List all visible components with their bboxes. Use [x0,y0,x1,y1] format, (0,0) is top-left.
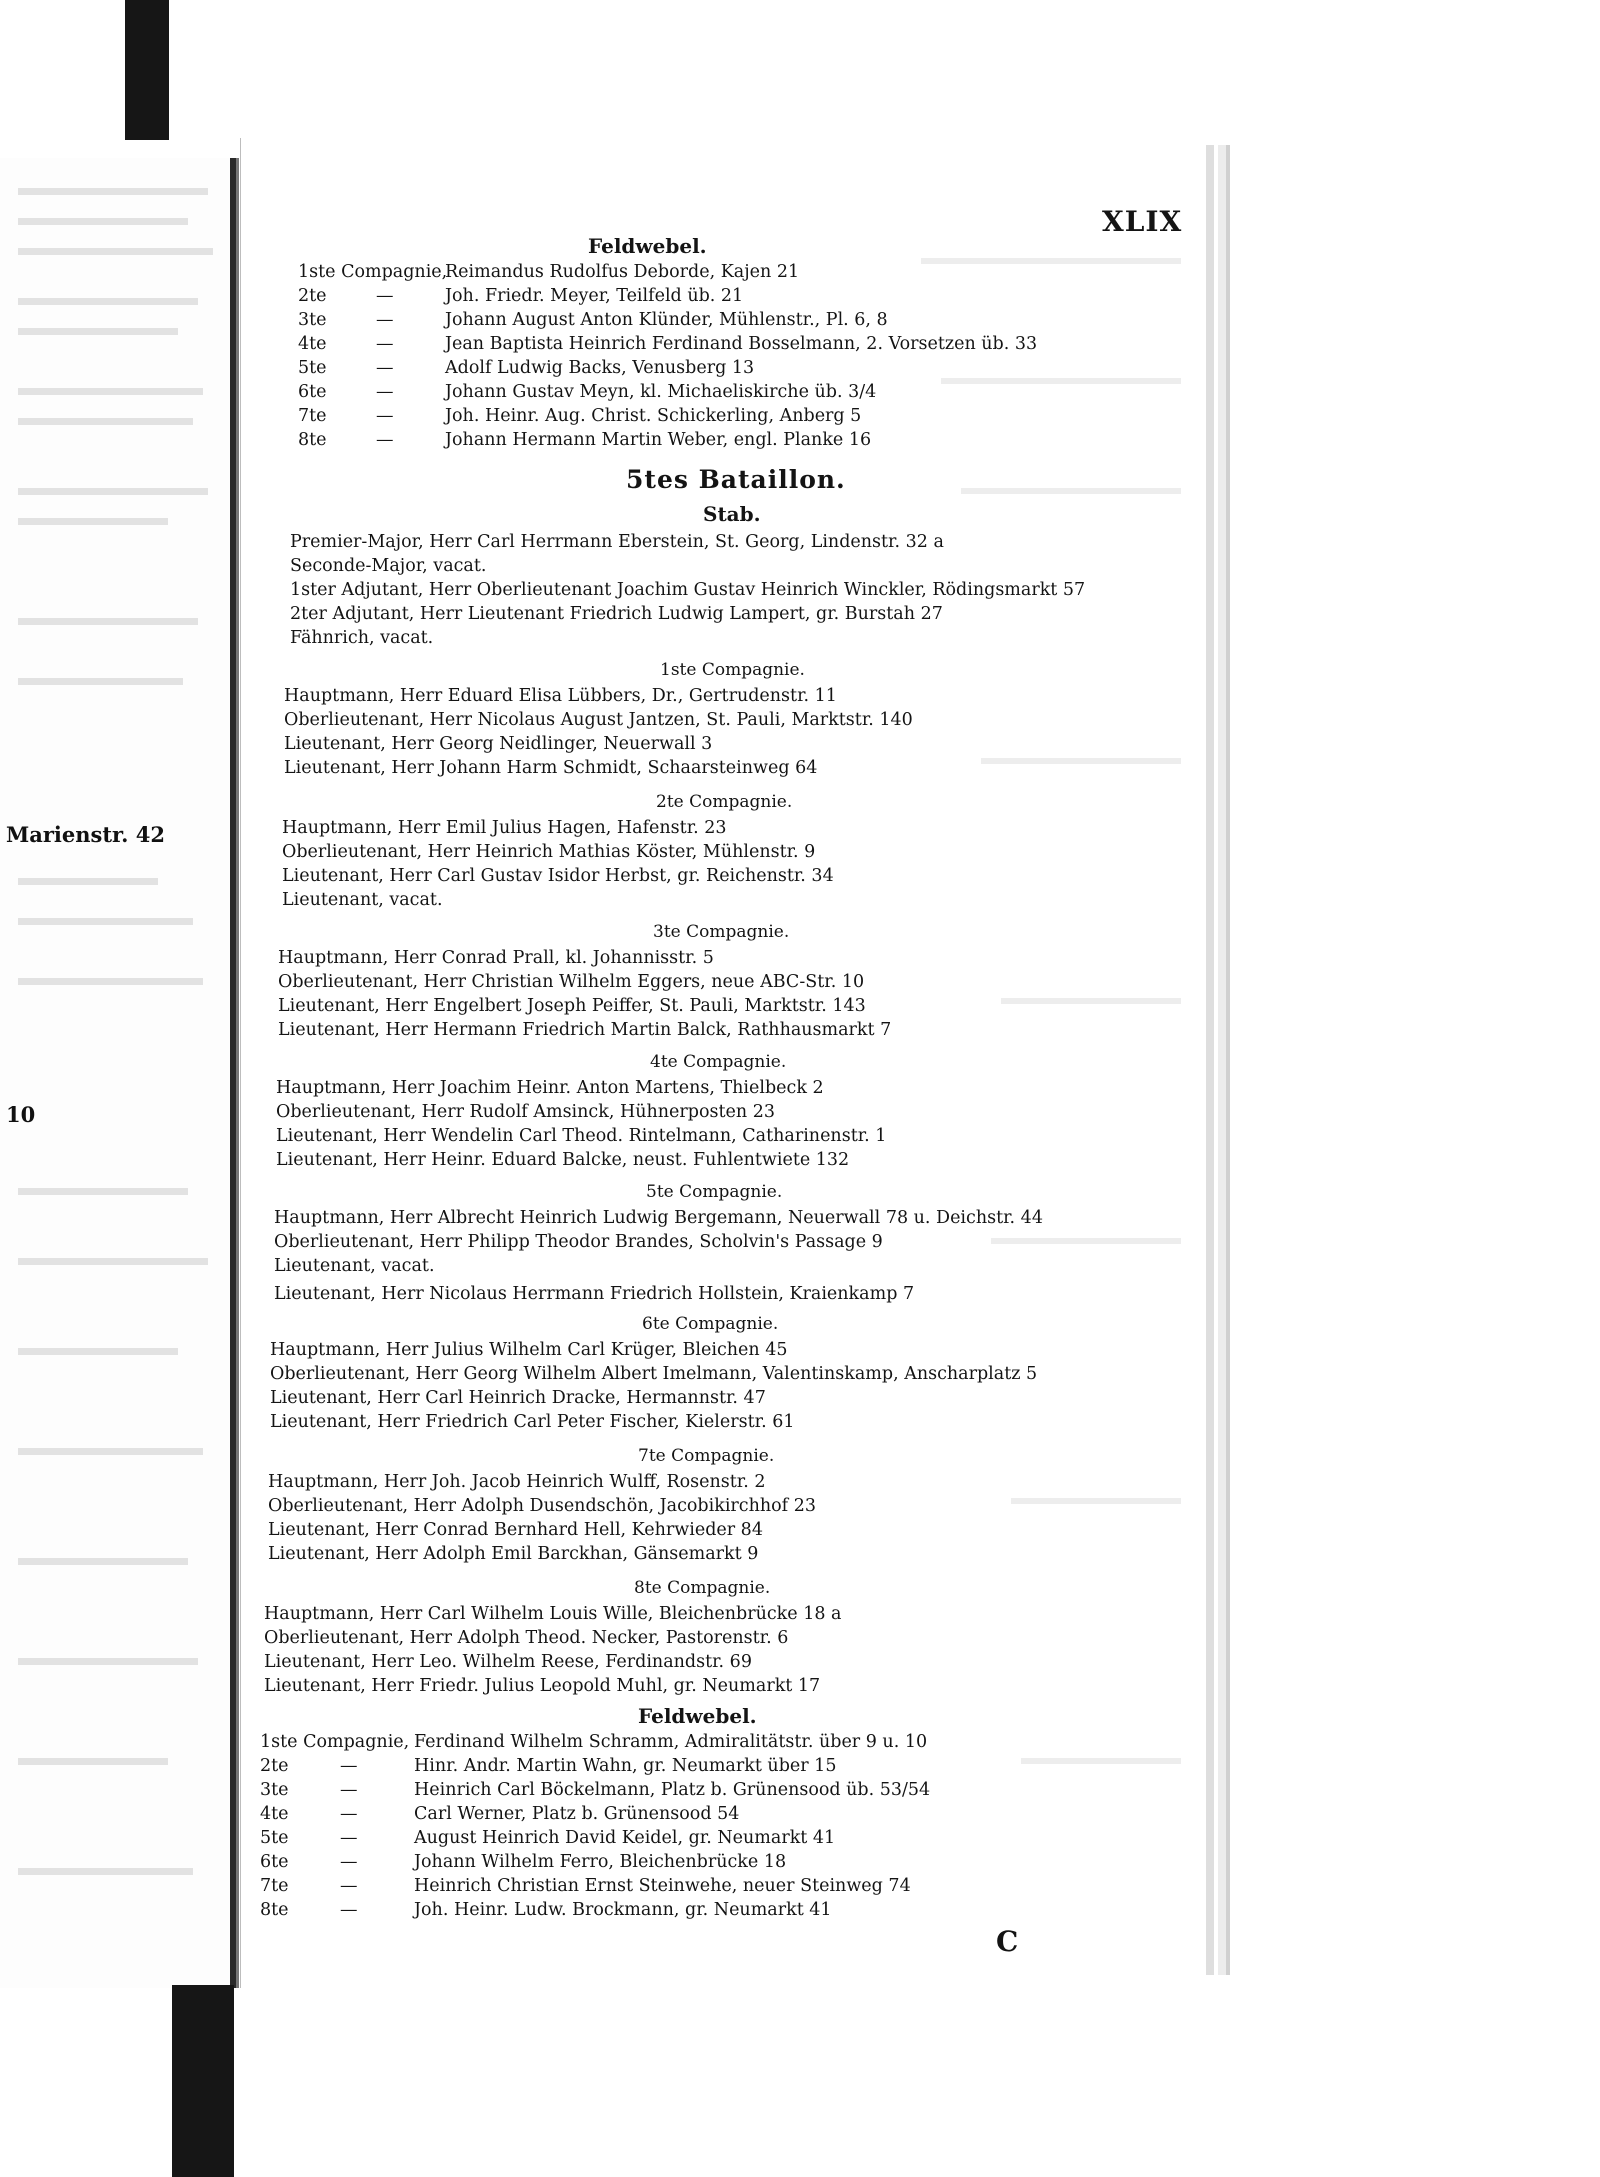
bleed-through-line [18,188,208,195]
bleed-through-line [18,248,213,255]
stab-line-5: Fähnrich, vacat. [290,628,434,648]
page-edge [1206,145,1214,1975]
bleed-through-line [961,488,1181,494]
bleed-through-line [921,258,1181,264]
bleed-through-line [981,758,1181,764]
company-1-line-2: Oberlieutenant, Herr Nicolaus August Jantzen, St. Pauli, Marktstr. 140 [284,710,913,730]
company-8-heading: 8te Compagnie. [634,1578,771,1598]
bleed-through-line [18,678,183,685]
fw-top-entry-5: Adolf Ludwig Backs, Venusberg 13 [445,358,755,378]
fw-top-company-4: 4te [298,334,327,354]
company-7-line-1: Hauptmann, Herr Joh. Jacob Heinrich Wulff, Rosenstr. 2 [268,1472,766,1492]
bleed-through-line [991,1238,1181,1244]
fw-bottom-dash-6: — [340,1852,358,1872]
bleed-through-line [1001,998,1181,1004]
fw-bottom-company-3: 3te [260,1780,289,1800]
fw-bottom-dash-7: — [340,1876,358,1896]
margin-fragment-marienstr: Marienstr. 42 [6,822,166,847]
company-1-line-1: Hauptmann, Herr Eduard Elisa Lübbers, Dr., Gertrudenstr. 11 [284,686,837,706]
fw-top-entry-8: Johann Hermann Martin Weber, engl. Planke 16 [445,430,872,450]
fw-top-company-2: 2te [298,286,327,306]
bleed-through-line [18,978,203,985]
company-5-line-1: Hauptmann, Herr Albrecht Heinrich Ludwig Bergemann, Neuerwall 78 u. Deichstr. 44 [274,1208,1043,1228]
bleed-through-line [18,1258,208,1265]
fw-bottom-dash-3: — [340,1780,358,1800]
stab-line-2: Seconde-Major, vacat. [290,556,487,576]
bleed-through-line [18,918,193,925]
fw-top-entry-2: Joh. Friedr. Meyer, Teilfeld üb. 21 [445,286,744,306]
company-1-line-4: Lieutenant, Herr Johann Harm Schmidt, Schaarsteinweg 64 [284,758,818,778]
company-7-line-3: Lieutenant, Herr Conrad Bernhard Hell, Kehrwieder 84 [268,1520,763,1540]
company-3-line-2: Oberlieutenant, Herr Christian Wilhelm Eggers, neue ABC-Str. 10 [278,972,865,992]
page-edge [1218,145,1226,1975]
bleed-through-line [18,1868,193,1875]
fw-top-company-6: 6te [298,382,327,402]
fw-bottom-company-5: 5te [260,1828,289,1848]
fw-bottom-company-8: 8te [260,1900,289,1920]
company-3-heading: 3te Compagnie. [653,922,790,942]
bleed-through-line [18,418,193,425]
company-8-line-4: Lieutenant, Herr Friedr. Julius Leopold Muhl, gr. Neumarkt 17 [264,1676,821,1696]
binding-shadow-bottom [172,1985,234,2177]
fw-bottom-entry-2: Hinr. Andr. Martin Wahn, gr. Neumarkt über 15 [414,1756,837,1776]
fw-top-dash-8: — [376,430,394,450]
company-5-line-2: Oberlieutenant, Herr Philipp Theodor Brandes, Scholvin's Passage 9 [274,1232,883,1252]
fw-bottom-entry-4: Carl Werner, Platz b. Grünensood 54 [414,1804,740,1824]
fw-top-company-7: 7te [298,406,327,426]
fw-top-dash-7: — [376,406,394,426]
company-7-heading: 7te Compagnie. [638,1446,775,1466]
company-1-heading: 1ste Compagnie. [660,660,805,680]
bleed-through-line [18,328,178,335]
margin-fragment-number: 10 [6,1102,36,1127]
company-5-heading: 5te Compagnie. [646,1182,783,1202]
company-2-line-2: Oberlieutenant, Herr Heinrich Mathias Köster, Mühlenstr. 9 [282,842,816,862]
stab-line-3: 1ster Adjutant, Herr Oberlieutenant Joachim Gustav Heinrich Winckler, Rödingsmarkt 57 [290,580,1086,600]
heading-feldwebel-bottom: Feldwebel. [638,1704,757,1728]
fw-top-company-1: 1ste Compagnie, [298,262,448,282]
bleed-through-line [18,388,203,395]
company-1-line-3: Lieutenant, Herr Georg Neidlinger, Neuerwall 3 [284,734,713,754]
fw-top-entry-6: Johann Gustav Meyn, kl. Michaeliskirche üb. 3/4 [445,382,877,402]
fw-bottom-entry-7: Heinrich Christian Ernst Steinwehe, neuer Steinweg 74 [414,1876,911,1896]
bleed-through-line [18,1758,168,1765]
company-5-line-4: Lieutenant, Herr Nicolaus Herrmann Friedrich Hollstein, Kraienkamp 7 [274,1284,915,1304]
signature-mark: C [996,1925,1019,1958]
fw-bottom-company-4: 4te [260,1804,289,1824]
stab-line-1: Premier-Major, Herr Carl Herrmann Eberstein, St. Georg, Lindenstr. 32 a [290,532,944,552]
fw-bottom-entry-6: Johann Wilhelm Ferro, Bleichenbrücke 18 [414,1852,787,1872]
company-3-line-4: Lieutenant, Herr Hermann Friedrich Martin Balck, Rathhausmarkt 7 [278,1020,892,1040]
company-4-line-1: Hauptmann, Herr Joachim Heinr. Anton Martens, Thielbeck 2 [276,1078,824,1098]
fw-top-dash-6: — [376,382,394,402]
fw-bottom-entry-5: August Heinrich David Keidel, gr. Neumarkt 41 [414,1828,836,1848]
bleed-through-line [1011,1498,1181,1504]
binding-shadow-top [125,0,169,140]
company-2-line-1: Hauptmann, Herr Emil Julius Hagen, Hafenstr. 23 [282,818,727,838]
page-edge [1226,145,1230,1975]
fw-bottom-company-1: 1ste Compagnie, [260,1732,410,1752]
fw-bottom-company-6: 6te [260,1852,289,1872]
company-4-line-3: Lieutenant, Herr Wendelin Carl Theod. Rintelmann, Catharinenstr. 1 [276,1126,887,1146]
company-8-line-2: Oberlieutenant, Herr Adolph Theod. Necker, Pastorenstr. 6 [264,1628,789,1648]
bleed-through-line [18,1188,188,1195]
bleed-through-line [1021,1758,1181,1764]
company-5-line-3: Lieutenant, vacat. [274,1256,435,1276]
fw-top-dash-3: — [376,310,394,330]
fw-top-entry-1: Reimandus Rudolfus Deborde, Kajen 21 [445,262,800,282]
company-2-heading: 2te Compagnie. [656,792,793,812]
fw-bottom-dash-2: — [340,1756,358,1776]
fw-top-dash-4: — [376,334,394,354]
left-page [0,158,236,1988]
fw-top-dash-2: — [376,286,394,306]
fw-bottom-entry-1: Ferdinand Wilhelm Schramm, Admiralitätstr. über 9 u. 10 [414,1732,928,1752]
fw-bottom-company-2: 2te [260,1756,289,1776]
bleed-through-line [18,1448,203,1455]
fw-top-company-5: 5te [298,358,327,378]
company-6-line-2: Oberlieutenant, Herr Georg Wilhelm Albert Imelmann, Valentinskamp, Anscharplatz 5 [270,1364,1038,1384]
fw-top-company-3: 3te [298,310,327,330]
fw-top-entry-3: Johann August Anton Klünder, Mühlenstr., Pl. 6, 8 [445,310,888,330]
company-6-line-4: Lieutenant, Herr Friedrich Carl Peter Fischer, Kielerstr. 61 [270,1412,795,1432]
fw-top-entry-4: Jean Baptista Heinrich Ferdinand Bosselmann, 2. Vorsetzen üb. 33 [445,334,1038,354]
company-4-line-4: Lieutenant, Herr Heinr. Eduard Balcke, neust. Fuhlentwiete 132 [276,1150,850,1170]
company-6-heading: 6te Compagnie. [642,1314,779,1334]
company-3-line-1: Hauptmann, Herr Conrad Prall, kl. Johannisstr. 5 [278,948,714,968]
company-4-line-2: Oberlieutenant, Herr Rudolf Amsinck, Hühnerposten 23 [276,1102,775,1122]
company-2-line-4: Lieutenant, vacat. [282,890,443,910]
company-2-line-3: Lieutenant, Herr Carl Gustav Isidor Herbst, gr. Reichenstr. 34 [282,866,834,886]
company-6-line-1: Hauptmann, Herr Julius Wilhelm Carl Krüger, Bleichen 45 [270,1340,788,1360]
bleed-through-line [18,618,198,625]
fw-bottom-dash-4: — [340,1804,358,1824]
company-4-heading: 4te Compagnie. [650,1052,787,1072]
bleed-through-line [18,518,168,525]
fw-top-company-8: 8te [298,430,327,450]
fw-bottom-company-7: 7te [260,1876,289,1896]
bleed-through-line [18,1348,178,1355]
company-3-line-3: Lieutenant, Herr Engelbert Joseph Peiffer, St. Pauli, Marktstr. 143 [278,996,866,1016]
company-8-line-1: Hauptmann, Herr Carl Wilhelm Louis Wille, Bleichenbrücke 18 a [264,1604,842,1624]
bleed-through-line [941,378,1181,384]
folio-number: XLIX [1102,205,1183,238]
company-8-line-3: Lieutenant, Herr Leo. Wilhelm Reese, Ferdinandstr. 69 [264,1652,752,1672]
fw-top-entry-7: Joh. Heinr. Aug. Christ. Schickerling, Anberg 5 [445,406,862,426]
fw-bottom-entry-3: Heinrich Carl Böckelmann, Platz b. Grünensood üb. 53/54 [414,1780,931,1800]
company-7-line-4: Lieutenant, Herr Adolph Emil Barckhan, Gänsemarkt 9 [268,1544,759,1564]
bleed-through-line [18,298,198,305]
fw-bottom-entry-8: Joh. Heinr. Ludw. Brockmann, gr. Neumarkt 41 [414,1900,832,1920]
stab-line-4: 2ter Adjutant, Herr Lieutenant Friedrich Ludwig Lampert, gr. Burstah 27 [290,604,943,624]
bleed-through-line [18,218,188,225]
company-7-line-2: Oberlieutenant, Herr Adolph Dusendschön, Jacobikirchhof 23 [268,1496,816,1516]
fw-top-dash-5: — [376,358,394,378]
bleed-through-line [18,488,208,495]
bleed-through-line [18,1658,198,1665]
fw-bottom-dash-5: — [340,1828,358,1848]
fw-bottom-dash-8: — [340,1900,358,1920]
bleed-through-line [18,1558,188,1565]
battalion-title: 5tes Bataillon. [626,465,846,494]
company-6-line-3: Lieutenant, Herr Carl Heinrich Dracke, Hermannstr. 47 [270,1388,766,1408]
heading-stab: Stab. [703,502,761,526]
heading-feldwebel-top: Feldwebel. [588,234,707,258]
bleed-through-line [18,878,158,885]
